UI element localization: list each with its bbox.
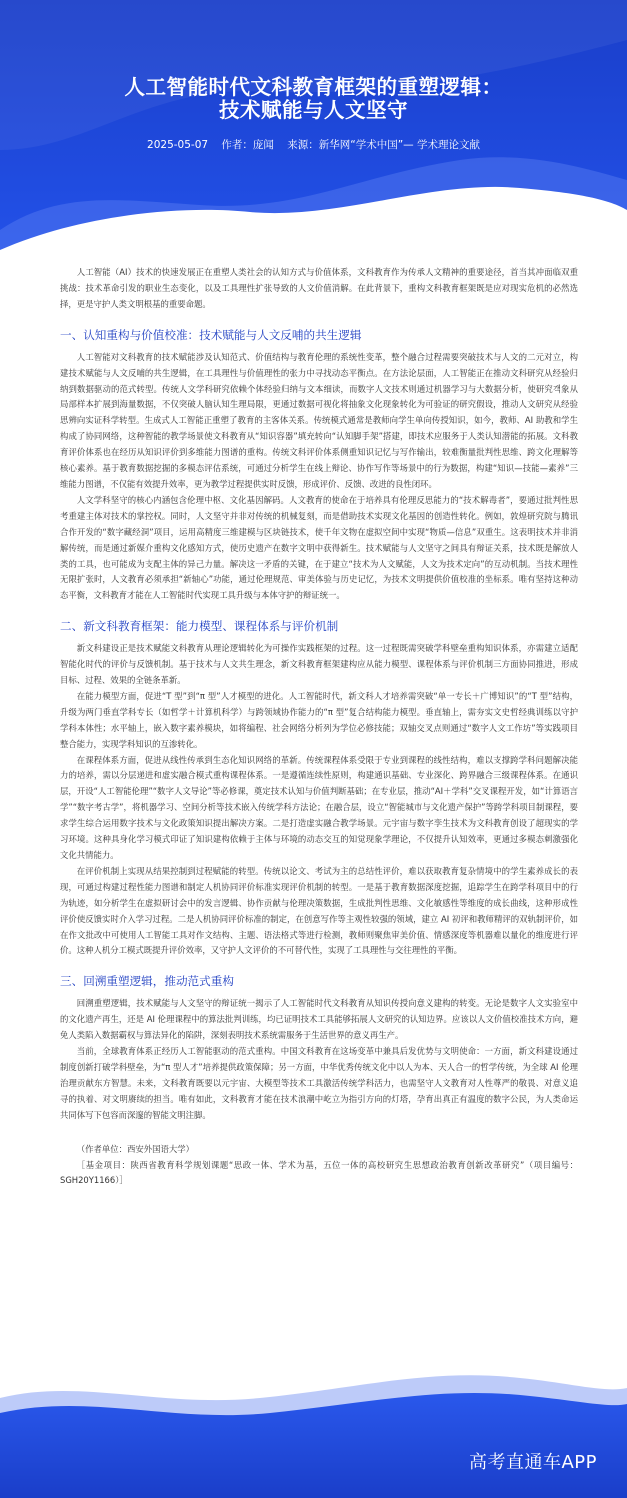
publish-date: 2025-05-07 xyxy=(147,139,209,151)
header-background xyxy=(0,0,627,262)
article-meta xyxy=(0,137,627,152)
funding-note: ［基金项目：陕西省教育科学规划课题“思政一体、学术为基，五位一体的高校研究生思想政治教育创新改革研究”（项目编号：SGH20Y1166）］ xyxy=(60,1159,578,1186)
section2-paragraph-1: 新文科建设正是技术赋能文科教育从理论逻辑转化为可操作实践框架的过程。这一过程既需突破学科壁垒重构知识体系，亦需建立适配智能化时代的评价与反馈机制。基于技术与人文共生理念，新文科教育框架建构应从能力模型、课程体系与评价机制三方面协同推进，形成目标、过程、效果的全链条革新。 xyxy=(60,643,578,686)
article-body xyxy=(60,265,578,1189)
author-affiliation: （作者单位：西安外国语大学） xyxy=(76,1143,195,1154)
author: 作者：庞闻 xyxy=(221,139,274,151)
app-watermark: 高考直通车APP xyxy=(468,1452,597,1473)
section1-paragraph-2: 人文学科坚守的核心内涵包含伦理中枢、文化基因解码。人文教育的使命在于培养具有伦理反思能力的“技术解毒者”，要通过批判性思考重建主体对技术的掌控权。同时，人文坚守并非对传统的机械复刻，而是借助技术实现文化基因的创造性转化。例如，敦煌研究院与腾讯合作开发的“数字藏经洞”项目，运用高精度三维建模与区块链技术，使千年文物在虚拟空间中实现“物质—信息”双重生。这表明技术并非消解传统，而是通过新媒介重构文化感知方式，使历史遗产在数字文明中获得新生。技术赋能与人文坚守之间具有辩证关系，技术既是解放人类的工具，也可能成为支配主体的异己力量。解决这一矛盾的关键，在于建立“技术为人文赋能，人文为技术定向”的互动机制。当技术理性无限扩张时，人文教育必须承担“新轴心”功能，通过伦理规范、审美体验与历史记忆，为技术文明提供价值校准的坐标系。唯有坚持这种动态平衡，文科教育才能在人工智能时代实现工具升级与本体守护的辩证统一。 xyxy=(60,494,578,601)
article-title-line2: 技术赋能与人文坚守 xyxy=(219,98,408,122)
section2-paragraph-3: 在课程体系方面，促进从线性传承到生态化知识网络的革新。传统课程体系受限于专业到课程的线性结构，难以支撑跨学科问题解决能力的培养，需以分层递进和虚实融合模式重构课程体系。一是遵循连续性原则，构建通识基础、专业深化、跨界融合三级课程体系。在通识层，开设“人工智能伦理”“数字人文导论”等必修课，奠定技术认知与价值判断基础；在专业层，推动“AI＋学科”交叉课程开发，如“计算语言学”“数字考古学”，将机器学习、空间分析等技术嵌入传统学科方法论；在融合层，设立“智能城市与文化遗产保护”等跨学科项目制课程，要求学生综合运用数字技术与文化政策知识提出解决方案。二是打造虚实融合教学场景。元宇宙与数字孪生技术为文科教育创设了超现实的学习环境。这种具身化学习模式印证了知识建构依赖于主体与环境的动态交互的知觉现象学理论，不仅提升认知效率，更通过多模态刺激强化文化共情能力。 xyxy=(60,754,578,860)
footer-background xyxy=(0,1368,627,1498)
section-heading-2: 二、新文科教育框架：能力模型、课程体系与评价机制 xyxy=(60,619,339,634)
source: 来源：新华网“学术中国”— 学术理论文献 xyxy=(287,139,480,151)
section2-paragraph-2: 在能力模型方面，促进“T 型”到“π 型”人才模型的进化。人工智能时代，新文科人才培养需突破“单一专长＋广博知识”的“T 型”结构，升级为两门垂直学科专长（如哲学＋计算机科学）与跨领域协作能力的“π 型”复合结构能力模型。垂直轴上，需夯实文史哲经典训练以守护学科本体性；水平轴上，嵌入数字素养模块，如将编程、社会网络分析列为学位必修技能；双轴交叉点则通过“数字人文工作坊”等实践项目整合能力，实现学科知识的互渗转化。 xyxy=(60,690,578,749)
section3-paragraph-2: 当前，全球教育体系正经历人工智能驱动的范式重构。中国文科教育在这场变革中兼具后发优势与文明使命：一方面，新文科建设通过制度创新打破学科壁垒，为“π 型人才”培养提供政策保障；另一方面，中华优秀传统文化中以人为本、天人合一的哲学传统，为全球 AI 伦理治理贡献东方智慧。未来，文科教育既要以元宇宙、大模型等技术工具激活传统学科活力，也需坚守人文教育对人性尊严的敬畏、对意义追寻的执着、对文明赓续的担当。唯有如此，文科教育才能在技术浪潮中屹立为指引方向的灯塔，孕育出真正有温度的数字公民，为人类命运共同体写下包容而深邃的智能文明注脚。 xyxy=(60,1046,578,1120)
footer-banner xyxy=(0,1368,627,1498)
intro-paragraph: 人工智能（AI）技术的快速发展正在重塑人类社会的认知方式与价值体系，文科教育作为传承人文精神的重要途径，首当其冲面临双重挑战：技术革命引发的职业生态变化，以及工具理性扩张导致的人文价值消解。在此背景下，重构文科教育框架既是应对现实危机的必然选择，更是守护人类文明根基的重要命题。 xyxy=(60,267,578,309)
section1-paragraph-1: 人工智能对文科教育的技术赋能涉及认知范式、价值结构与教育伦理的系统性变革，整个融合过程需要突破技术与人文的二元对立，构建技术赋能与人文反哺的共生逻辑，在工具理性与价值理性的张力中寻找动态平衡点。在方法论层面，人工智能正在推动文科研究从经验归纳到数据驱动的范式转型。传统人文学科研究依赖个体经验归纳与文本细读，而数字人文技术则通过机器学习与大数据分析，使研究객象从局部样本扩展到海量数据，不仅突破人脑认知生理局限，更通过数据可视化将抽象文化现象转化为可验证的研究假设，推动人文研究从经验思辨向实证科学转型。生成式人工智能正重塑了教育的主客体关系。传统模式通常是教师向学生单向传授知识，如今，教师、AI 助教和学生构成了协同网络，这种智能的教学场景使文科教育从“知识容器”填充转向“认知脚手架”搭建，即技术应服务于人类认知潜能的拓展。文科教育评价体系也在经历从知识评价到多维能力图谱的重构。传统文科评价体系侧重知识记忆与写作输出，较难衡量批判性思维、跨文化理解等核心素养。基于教育数据挖掘的多模态评估系统，可通过分析学生在线上辩论、协作写作等场景中的行为数据，构建“知识—技能—素养”三维能力图谱，不仅能有效提升效率，更为教学过程提供实时反馈，形成评价、反馈、改进的良性闭环。 xyxy=(60,351,578,489)
section2-paragraph-4: 在评价机制上实现从结果控制到过程赋能的转型。传统以论文、考试为主的总结性评价，难以获取教育复杂情境中的学生素养成长的表现，可通过构建过程性能力图谱和制定人机协同评价标准实现评价机制的转型。一是基于教育数据深度挖掘，追踪学生在跨学科项目中的行为轨迹，如分析学生在虚拟研讨会中的发言逻辑、协作贡献与伦理决策数据，生成批判性思维、文化敏感性等维度的成长曲线，这种形成性评价使反馈实时介入学习过程。二是人机协同评价标准的制定，在创意写作等主观性较强的领域，建立 AI 初评和教师精评的双轨制评价，如在作文批改中可使用人工智能工具对作文结构、主题、语法格式等进行检测，教师则聚焦审美价值、情感深度等机器难以量化的维度进行评价。这种人机分工模式既提升评价效率，又守护人文评价的不可替代性，实现了工具理性与交往理性的平衡。 xyxy=(60,865,578,956)
section3-paragraph-1: 回溯重塑逻辑，技术赋能与人文坚守的辩证统一揭示了人工智能时代文科教育从知识传授向意义建构的转变。无论是数字人文实验室中的文化遗产再生，还是 AI 伦理课程中的算法批判训练，均已证明技术工具能够拓展人文研究的认知边界。应该以人文价值校准技术方向，避免人类陷入数据霸权与算法异化的陷阱，深刻表明技术系统需服务于生活世界的意义再生产。 xyxy=(60,998,578,1041)
section-heading-1: 一、认知重构与价值校准：技术赋能与人文反哺的共生逻辑 xyxy=(60,327,362,342)
section-heading-3: 三、回溯重塑逻辑，推动范式重构 xyxy=(60,974,234,989)
article-title-line1: 人工智能时代文科教育框架的重塑逻辑： xyxy=(124,75,503,99)
header-banner xyxy=(0,0,627,262)
